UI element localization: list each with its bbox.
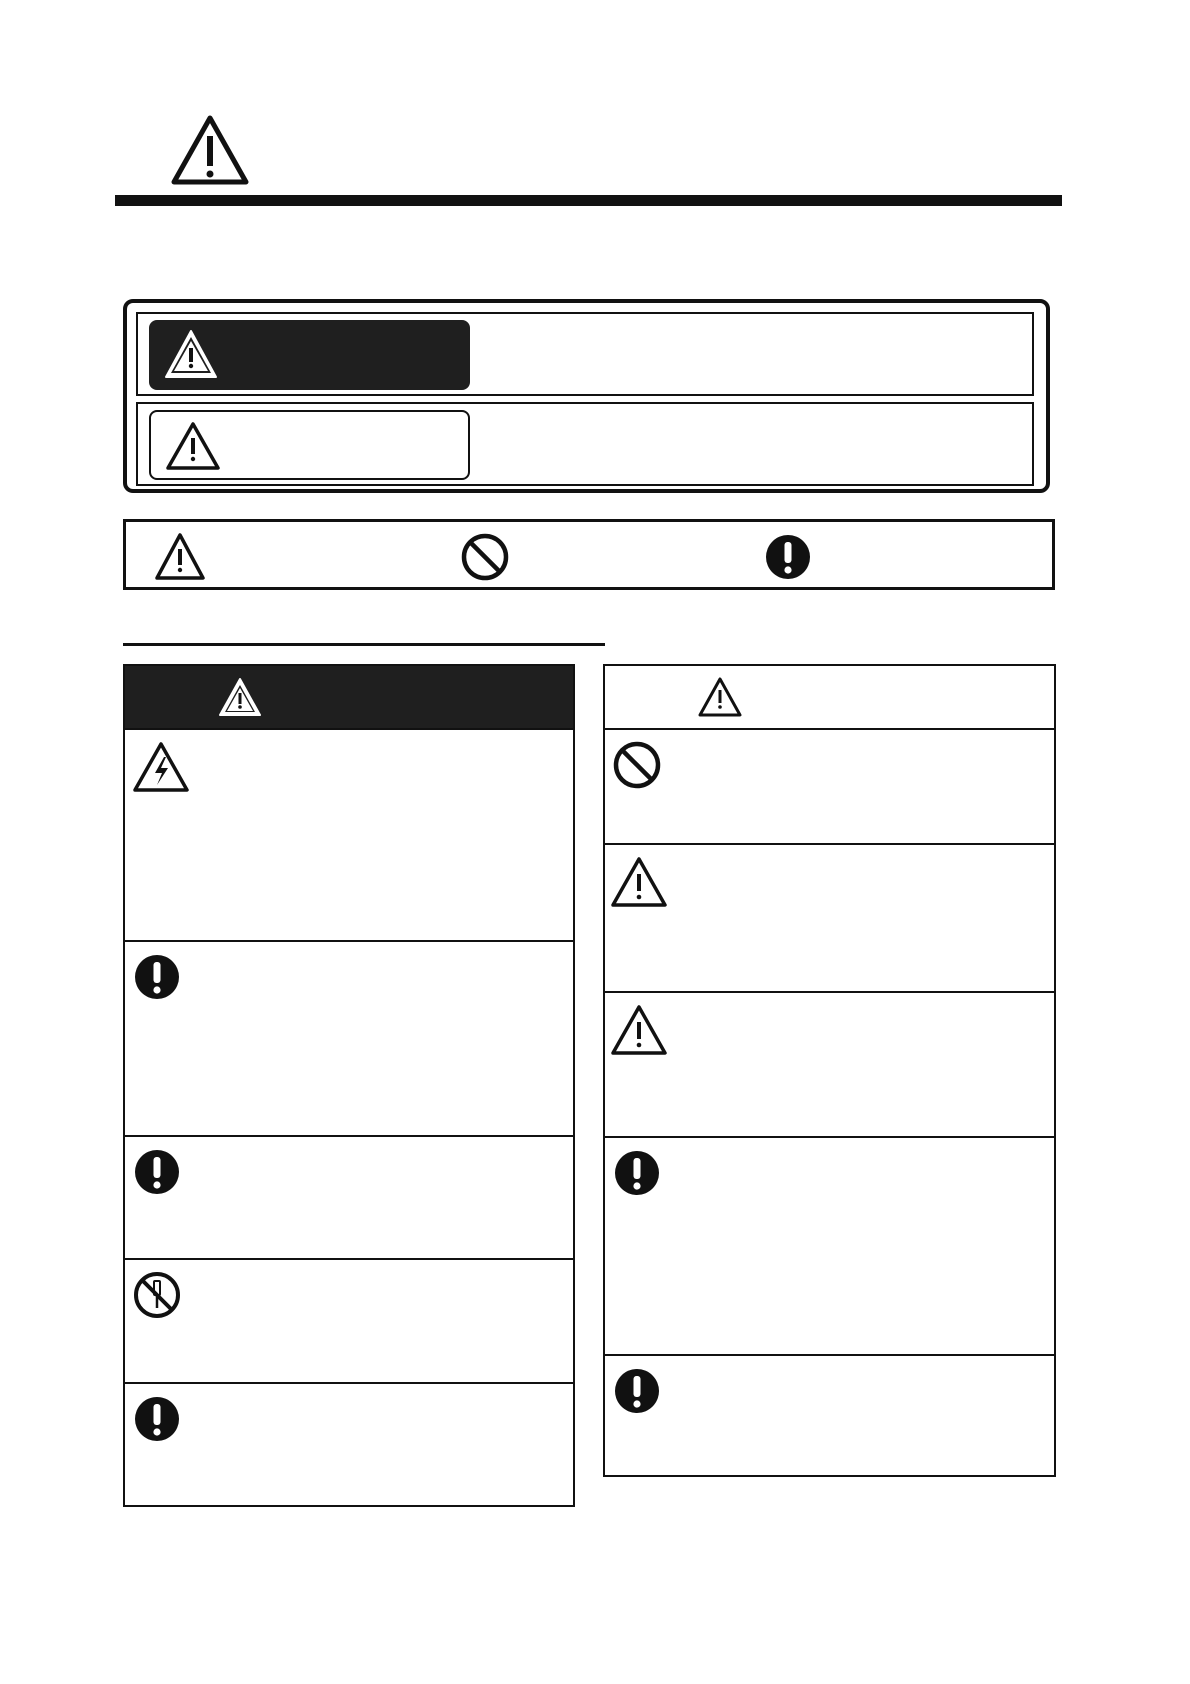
mandatory-action-icon (131, 1147, 191, 1203)
warning-triangle-icon (217, 676, 263, 718)
caution-item-text (685, 744, 1044, 748)
warning-column-header (125, 666, 573, 730)
warning-signal-box (149, 320, 470, 390)
electric-shock-icon (131, 740, 191, 796)
warning-item (125, 1137, 573, 1260)
mandatory-action-icon (611, 1366, 671, 1422)
caution-item-text (685, 859, 1044, 863)
caution-item-text (685, 1370, 1044, 1374)
caution-item-text (685, 1152, 1044, 1156)
signal-word-legend (123, 299, 1050, 493)
caution-triangle-icon (697, 676, 743, 718)
warning-item (125, 1260, 573, 1384)
header-rule (115, 195, 1062, 206)
mandatory-action-icon (611, 1148, 671, 1204)
warning-item-text (205, 744, 563, 748)
prohibition-icon (611, 740, 671, 796)
warning-item-text (205, 956, 563, 960)
mandatory-action-icon (131, 952, 191, 1008)
caution-item (605, 845, 1054, 993)
legend-row-warning (136, 312, 1034, 396)
caution-item (605, 1138, 1054, 1356)
caution-column (603, 664, 1056, 1477)
caution-item-text (685, 1007, 1044, 1011)
warning-triangle-icon (163, 328, 219, 380)
caution-item (605, 730, 1054, 845)
warning-item-text (205, 1151, 563, 1155)
warning-column (123, 664, 575, 1507)
warning-triangle-icon (154, 532, 206, 582)
symbol-key (123, 519, 1055, 590)
legend-row-caution (136, 402, 1034, 486)
mandatory-action-icon (762, 532, 814, 582)
caution-item (605, 1356, 1054, 1477)
caution-triangle-icon (165, 420, 221, 472)
warning-triangle-icon (170, 114, 250, 186)
caution-item (605, 993, 1054, 1138)
warning-triangle-icon (611, 1003, 671, 1059)
caution-column-header (605, 666, 1054, 730)
no-disassembly-icon (131, 1270, 191, 1326)
warning-triangle-icon (611, 855, 671, 911)
warning-item-text (205, 1398, 563, 1402)
mandatory-action-icon (131, 1394, 191, 1450)
warning-item (125, 942, 573, 1137)
warning-item-text (205, 1274, 563, 1278)
caution-signal-box (149, 410, 470, 480)
section-rule (123, 643, 605, 646)
prohibition-icon (459, 532, 511, 582)
warning-item (125, 730, 573, 942)
warning-item (125, 1384, 573, 1505)
